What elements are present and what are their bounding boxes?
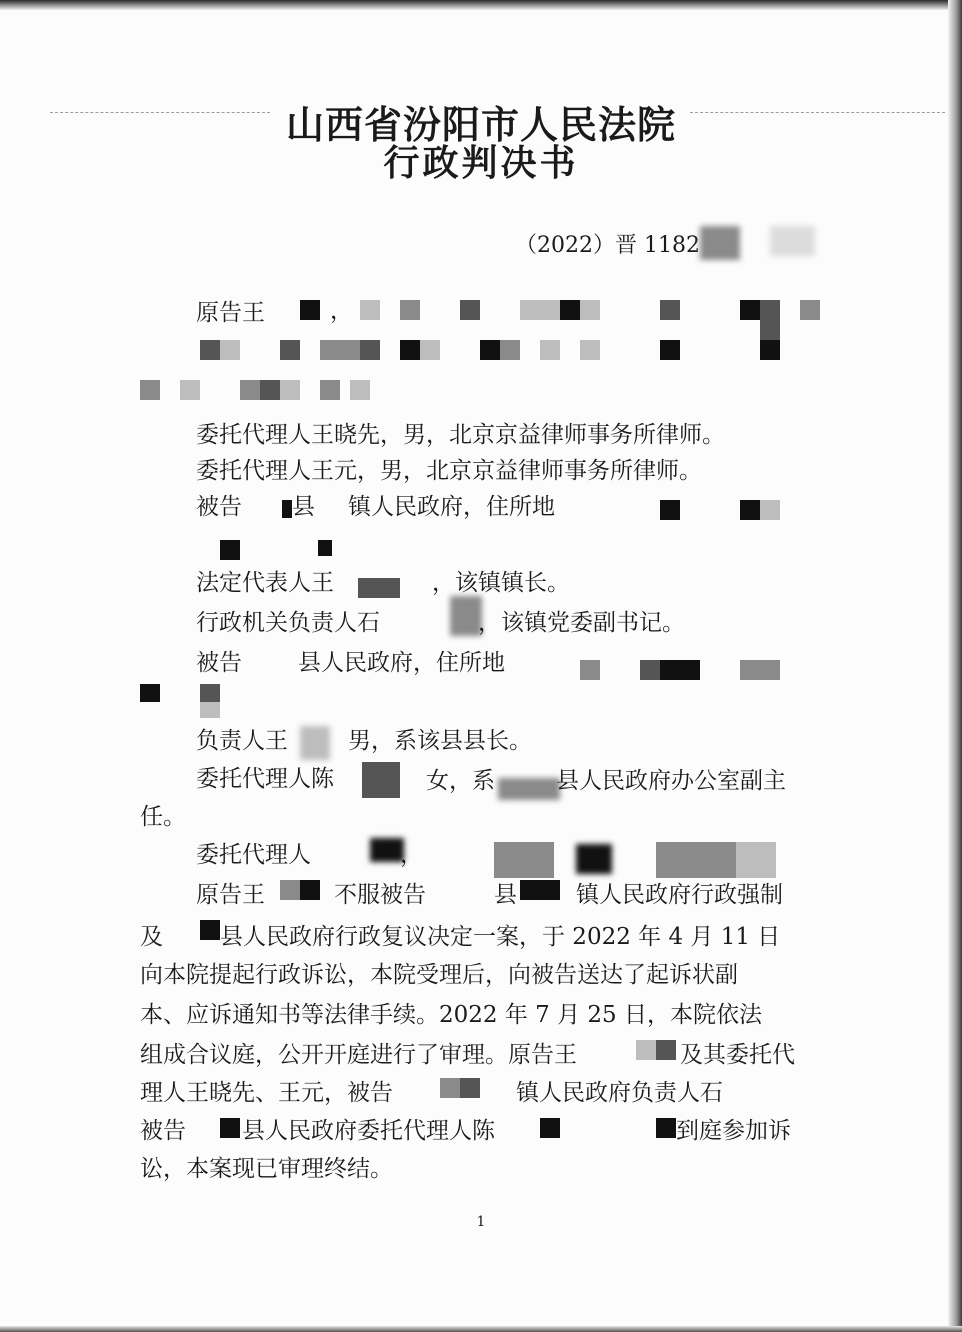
text-line: 镇人民政府，住所地 [348,494,555,520]
text-line: 向本院提起行政诉讼，本院受理后，向被告送达了起诉状副 [140,962,738,988]
redaction [770,226,815,256]
redaction [800,300,820,320]
redaction [260,380,280,400]
redaction [736,842,776,878]
redaction [656,842,736,878]
text-line: 被告 [196,494,242,520]
redaction [280,380,300,400]
redaction [300,726,330,760]
text-line: 及 [140,924,163,950]
redaction [140,380,160,400]
text-line: 组成合议庭，公开开庭进行了审理。原告王 [140,1042,577,1068]
redaction [520,880,560,900]
redaction [180,380,200,400]
redaction [640,660,660,680]
court-name: 山西省汾阳市人民法院 [285,103,676,147]
redaction [660,660,700,680]
redaction [740,300,760,320]
text-line: 及其委托代 [680,1042,795,1068]
redaction [282,500,292,518]
redaction [360,300,380,320]
text-line: 本、应诉通知书等法律手续。2022 年 7 月 25 日，本院依法 [140,1002,762,1028]
redaction [580,660,600,680]
redaction [370,838,404,862]
text-line: 理人王晓先、王元，被告 [140,1080,393,1106]
redaction [580,300,600,320]
redaction [200,920,220,940]
redaction [460,300,480,320]
redaction [318,540,332,556]
text-line: ， [330,298,353,324]
text-line: ，该镇镇长。 [432,570,570,596]
text-line: 委托代理人陈 [196,766,334,792]
redaction [540,340,560,360]
text-line: 县人民政府委托代理人陈 [242,1118,495,1144]
redaction [300,880,320,900]
text-line: 县人民政府，住所地 [298,650,505,676]
redaction [220,340,240,360]
redaction [220,1118,240,1138]
redaction [358,578,400,598]
redaction [500,340,520,360]
page-number: 1 [476,1214,486,1230]
text-line: 镇人民政府负责人石 [516,1080,723,1106]
redaction [656,1040,676,1060]
text-line: 县人民政府办公室副主 [556,768,786,794]
text-line: 原告王 [196,882,265,908]
redaction [140,684,160,702]
redaction [280,880,300,900]
text-line: 县人民政府行政复议决定一案，于 2022 年 4 月 11 日 [220,924,781,950]
redaction [660,340,680,360]
text-line: 被告 [196,650,242,676]
text-line: 任。 [140,804,186,830]
redaction [350,380,370,400]
redaction [636,1040,656,1060]
text-line: 原告王 [196,300,265,326]
redaction [200,702,220,718]
text-line: ， [400,842,423,868]
redaction [700,226,740,260]
redaction [200,340,220,360]
redaction [760,340,780,360]
text-line: 县 [494,882,517,908]
redaction [660,500,680,520]
redaction [360,340,380,360]
redaction [660,300,680,320]
text-line: ，该镇党委副书记。 [478,610,685,636]
redaction [580,340,600,360]
redaction [740,660,780,680]
redaction [498,778,560,800]
redaction [760,300,780,340]
redaction [480,340,500,360]
text-line: 男，系该县县长。 [348,728,532,754]
redaction [440,1078,460,1098]
redaction [740,500,760,520]
text-line: 到庭参加诉 [676,1118,791,1144]
redaction [320,340,360,360]
scan-edge-top [0,0,962,10]
redaction [576,844,612,874]
text-line: 镇人民政府行政强制 [576,882,783,908]
text-line: 负责人王 [196,728,288,754]
redaction [460,1078,480,1098]
text-line: 委托代理人 [196,842,311,868]
text-line: 委托代理人王元，男，北京京益律师事务所律师。 [196,458,702,484]
text-line: 讼，本案现已审理终结。 [140,1156,393,1182]
redaction [540,1118,560,1138]
redaction [560,300,580,320]
redaction [760,500,780,520]
case-number: （2022）晋 1182 [515,233,700,258]
text-line: 县 [292,494,315,520]
text-line: 被告 [140,1118,186,1144]
document-title: 行政判决书 [383,143,579,184]
redaction [420,340,440,360]
redaction [240,380,260,400]
text-line: 不服被告 [334,882,426,908]
redaction [494,842,554,878]
text-line: 行政机关负责人石 [196,610,380,636]
text-line: 女，系 [426,768,495,794]
scan-edge-bottom [0,1326,962,1332]
text-line: 委托代理人王晓先，男，北京京益律师事务所律师。 [196,422,725,448]
text-line: 法定代表人王 [196,570,334,596]
redaction [200,684,220,702]
redaction [520,300,560,320]
redaction [656,1118,676,1138]
scan-edge-right [948,0,962,1332]
redaction [280,340,300,360]
redaction [362,762,400,798]
redaction [220,540,240,560]
redaction [300,300,320,320]
redaction [400,300,420,320]
redaction [320,380,340,400]
redaction [400,340,420,360]
